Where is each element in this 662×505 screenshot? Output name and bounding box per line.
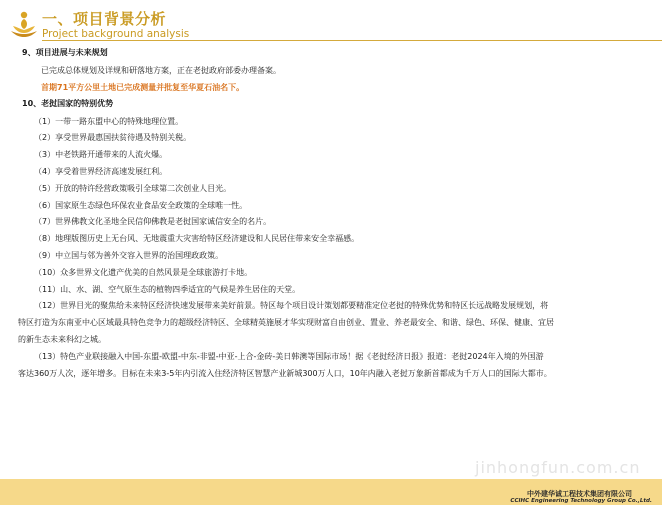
lotus-buddha-logo-icon [10, 9, 38, 39]
section-heading-advantages: 10、老挝国家的特别优势 [22, 99, 114, 108]
section-heading-progress: 9、项目进展与未来规划 [22, 48, 108, 57]
page-title: 一、项目背景分析 [42, 10, 167, 28]
progress-line-highlight: 首期71平方公里土地已完成测量并批复至华夏石油名下。 [41, 83, 245, 92]
advantage-item-13-line-2: 客达360万人次，逐年增多。目标在未来3-5年内引流入住经济特区智慧产业新城300万人口，10年内融入老挝万象新首都成为千万人口的国际大都市。 [18, 369, 552, 378]
advantage-item-4: （4）享受着世界经济高速发展红利。 [34, 167, 168, 176]
advantage-item-12-line-3: 的新生态未来科幻之城。 [18, 335, 106, 344]
advantage-item-12-line-2: 特区打造为东南亚中心区域最具特色竞争力的超级经济特区、全球精英施展才华实现财富自由创业、置业、养老最安全、和谐、绿色、环保、健康、宜居 [18, 318, 554, 327]
company-name-en: CCIHC Engineering Technology Group Co.,Ltd. [510, 498, 652, 504]
header-divider [42, 40, 662, 41]
advantage-item-13-line-1: （13）特色产业联接融入中国-东盟-欧盟-中东-非盟-中亚-上合-金砖-美日韩澳等国际市场！据《老挝经济日报》报道：老挝2024年入境的外国游 [34, 352, 544, 361]
watermark: jinhongfun.com.cn [475, 458, 641, 477]
advantage-item-9: （9）中立国与邻为善外交容入世界的治国理政政策。 [34, 251, 224, 260]
advantage-item-5: （5）开放的特许经营政策吸引全球第二次创业人目光。 [34, 184, 232, 193]
advantage-item-12-line-1: （12）世界目光的聚焦给未来特区经济快速发展带来美好前景。特区每个项目设计策划都要精准定位老挝的特殊优势和特区长远战略发展规划，将 [34, 301, 549, 310]
advantage-item-2: （2）享受世界最惠国扶贫待遇及特别关税。 [34, 133, 192, 142]
advantage-item-10: （10）众多世界文化遗产优美的自然风景是全球旅游打卡地。 [34, 268, 253, 277]
advantage-item-6: （6）国家原生态绿色环保农业食品安全政策的全球唯一性。 [34, 201, 248, 210]
footer-band [0, 479, 662, 505]
advantage-item-1: （1）一带一路东盟中心的特殊地理位置。 [34, 117, 184, 126]
advantage-item-11: （11）山、水、湖、空气原生态的植物四季适宜的气候是养生居住的天堂。 [34, 285, 301, 294]
advantage-item-8: （8）地理版图历史上无台风、无地震重大灾害给特区经济建设和人民居住带来安全幸福感。 [34, 234, 360, 243]
advantage-item-7: （7）世界佛教文化圣地全民信仰佛教是老挝国家诚信安全的名片。 [34, 217, 272, 226]
progress-line-1: 已完成总体规划及详规和研落地方案，正在老挝政府部委办理备案。 [41, 66, 281, 75]
page-header [0, 0, 662, 46]
advantage-item-3: （3）中老铁路开通带来的人流火爆。 [34, 150, 168, 159]
company-name-cn: 中外建华诚工程技术集团有限公司 [527, 490, 632, 498]
page-subtitle: Project background analysis [42, 28, 190, 40]
